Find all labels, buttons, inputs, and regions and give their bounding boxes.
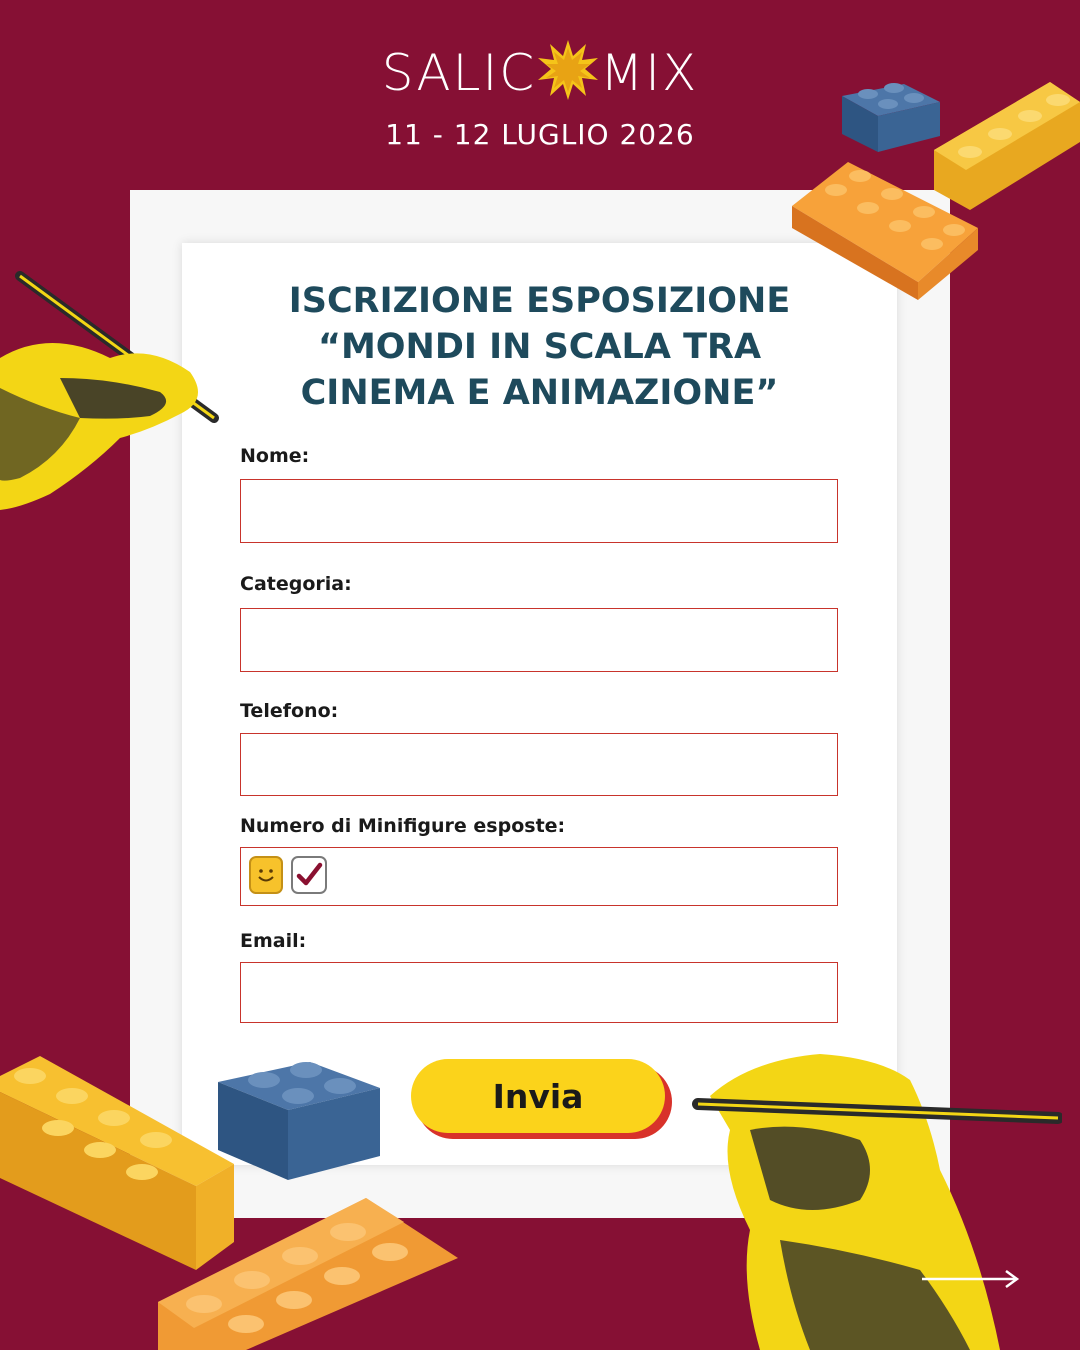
logo-text-right: MIX bbox=[600, 44, 699, 102]
telefono-input[interactable] bbox=[240, 733, 838, 796]
categoria-input[interactable] bbox=[240, 608, 838, 672]
checkmark-icon bbox=[291, 856, 327, 894]
hand-with-pen-right-icon bbox=[690, 1050, 1062, 1350]
submit-button[interactable]: Invia bbox=[411, 1059, 665, 1133]
telefono-label: Telefono: bbox=[240, 700, 339, 722]
nome-label: Nome: bbox=[240, 445, 310, 467]
email-label: Email: bbox=[240, 930, 307, 952]
arrow-right-icon[interactable] bbox=[920, 1266, 1022, 1292]
smiley-face-icon bbox=[249, 856, 283, 894]
hand-with-pen-left-icon bbox=[0, 268, 224, 512]
minifigure-input[interactable] bbox=[240, 847, 838, 906]
sun-burst-icon bbox=[536, 38, 600, 102]
categoria-label: Categoria: bbox=[240, 573, 352, 595]
title-line-2: “MONDI IN SCALA TRA bbox=[317, 327, 762, 367]
minifigure-label: Numero di Minifigure esposte: bbox=[240, 815, 566, 837]
orange-brick-top-icon bbox=[788, 158, 980, 302]
blue-brick-bottom-icon bbox=[214, 1044, 382, 1182]
title-line-3: CINEMA E ANIMAZIONE” bbox=[300, 373, 779, 413]
orange-brick-bottom-icon bbox=[154, 1192, 460, 1350]
email-input[interactable] bbox=[240, 962, 838, 1023]
title-line-1: ISCRIZIONE ESPOSIZIONE bbox=[288, 281, 791, 321]
blue-brick-top-icon bbox=[838, 66, 944, 154]
nome-input[interactable] bbox=[240, 479, 838, 543]
event-date: 11 - 12 LUGLIO 2026 bbox=[385, 118, 695, 151]
logo-text-left: SALIC bbox=[381, 44, 537, 102]
